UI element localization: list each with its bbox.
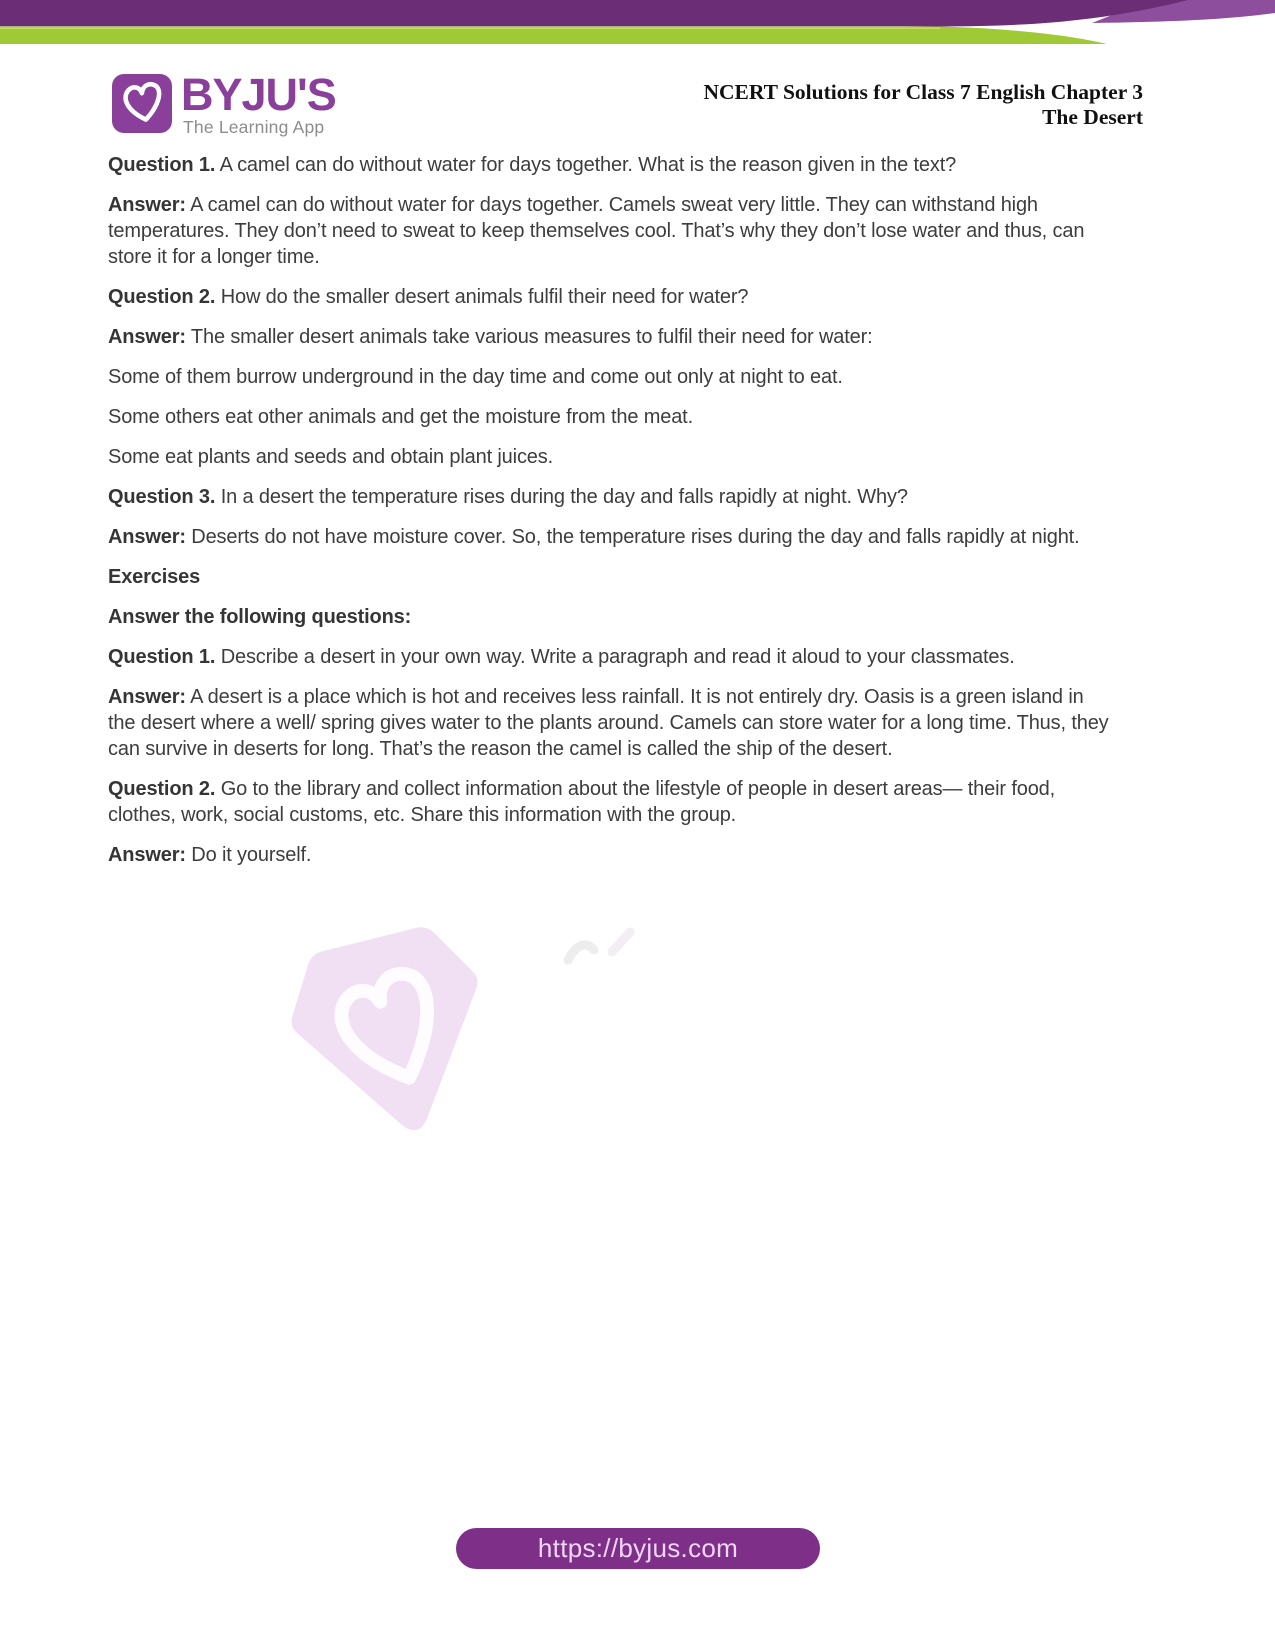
paragraph-label: Question 2. — [108, 286, 216, 308]
document-title-line1: NCERT Solutions for Class 7 English Chapter 3 — [703, 80, 1143, 104]
paragraph-text: A camel can do without water for days together. What is the reason given in the text? — [219, 154, 957, 176]
top-banner-decoration — [0, 0, 1275, 48]
paragraph-text: Deserts do not have moisture cover. So, the temperature rises during the day and falls rapidly at night. — [191, 526, 1080, 548]
paragraph-label: Answer: — [108, 526, 186, 548]
paragraph — [108, 684, 1112, 762]
paragraph — [108, 644, 1112, 670]
paragraph — [108, 192, 1112, 270]
paragraph-text: How do the smaller desert animals fulfil their need for water? — [220, 286, 749, 308]
footer-url-button[interactable] — [456, 1528, 820, 1569]
paragraph-text: A camel can do without water for days together. Camels sweat very little. They can withstand high temperatures. They don’t need to sweat to keep themselves cool. That’s why they don’t lose water and thus, can store it for a longer time. — [108, 194, 1085, 268]
banner-dark-purple-band — [0, 0, 1188, 27]
paragraph-label: Answer: — [108, 844, 186, 866]
paragraph-label: Answer: — [108, 326, 186, 348]
byjus-tagline: The Learning App — [183, 117, 325, 137]
content — [108, 152, 1112, 882]
paragraph-text: Go to the library and collect information about the lifestyle of people in desert areas— their food, clothes, work, social customs, etc. Share this information with the group. — [108, 778, 1056, 826]
document-title-line2: The Desert — [1042, 105, 1143, 129]
paragraph — [108, 364, 1112, 390]
byjus-logo — [112, 69, 336, 138]
byjus-wordmark: BYJU'S — [181, 69, 336, 120]
paragraph-label: Answer: — [108, 194, 186, 216]
paragraph — [108, 324, 1112, 350]
byjus-watermark-icon — [256, 916, 528, 1148]
watermark-fragment-icon — [556, 918, 646, 978]
paragraph — [108, 444, 1112, 470]
paragraph-label: Question 2. — [108, 778, 216, 800]
paragraph-label: Question 1. — [108, 646, 216, 668]
paragraph-label: Question 1. — [108, 154, 216, 176]
paragraph — [108, 604, 1112, 630]
paragraph — [108, 524, 1112, 550]
paragraph-text: A desert is a place which is hot and receives less rainfall. It is not entirely dry. Oasis is a green island in the desert where a well/ spring gives water to the plants around. Camels can store water for a long time. Thus, they can survive in deserts for long. That’s the reason the camel is called the ship of the desert. — [108, 686, 1109, 760]
paragraph-text: Describe a desert in your own way. Write a paragraph and read it aloud to your classmates. — [220, 646, 1015, 668]
paragraph-label: Question 3. — [108, 486, 216, 508]
paragraph-text: The smaller desert animals take various measures to fulfil their need for water: — [190, 326, 873, 348]
paragraph — [108, 842, 1112, 868]
paragraph — [108, 284, 1112, 310]
paragraph-text: Do it yourself. — [191, 844, 312, 866]
section-heading: Answer the following questions: — [108, 606, 412, 628]
paragraph-text: Some of them burrow underground in the day time and come out only at night to eat. — [108, 366, 843, 388]
section-heading: Exercises — [108, 566, 201, 588]
paragraph-text: Some others eat other animals and get the moisture from the meat. — [108, 406, 693, 428]
byjus-logo-text — [181, 69, 336, 138]
paragraph — [108, 152, 1112, 178]
paragraph — [108, 776, 1112, 828]
paragraph — [108, 564, 1112, 590]
banner-green-band — [0, 27, 1107, 45]
byjus-badge-icon — [112, 74, 172, 133]
paragraph — [108, 404, 1112, 430]
paragraph — [108, 484, 1112, 510]
footer-url-text: https://byjus.com — [537, 1533, 739, 1563]
paragraph-text: Some eat plants and seeds and obtain plant juices. — [108, 446, 554, 468]
paragraph-label: Answer: — [108, 686, 186, 708]
document-title — [703, 80, 1143, 130]
paragraph-text: In a desert the temperature rises during the day and falls rapidly at night. Why? — [220, 486, 908, 508]
